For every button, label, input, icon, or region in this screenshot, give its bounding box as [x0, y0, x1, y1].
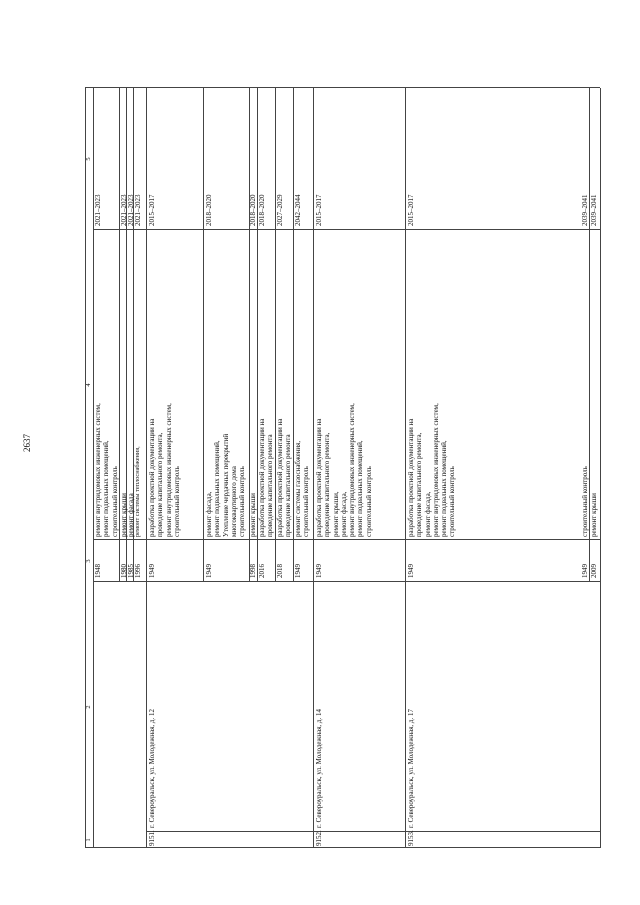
- year-cell: 1985: [127, 564, 135, 578]
- column-border: [146, 831, 600, 832]
- year-cell: 1949: [581, 564, 589, 578]
- period-cell: 2021–2023: [94, 194, 102, 226]
- period-cell: 2015–2017: [407, 194, 415, 226]
- work-cell: разработка проектной документации на проведение капитального ремонта: [276, 418, 293, 537]
- work-cell: разработка проектной документации на проведение капитального ремонта: [258, 418, 275, 537]
- work-cell: ремонт системы газоснабжения, строительный контроль: [294, 440, 311, 537]
- period-cell: 2018–2020: [249, 194, 257, 226]
- column-border: [85, 87, 600, 88]
- year-cell: 1949: [407, 564, 415, 578]
- work-cell: ремонт фасада, ремонт подвальных помещений, Утепление чердачных перекрытий многоквартирного дома строительный контроль: [205, 433, 247, 537]
- address-cell: г. Североуральск, ул. Молодежная, д. 17: [407, 709, 415, 828]
- period-cell: 2015–2017: [148, 194, 156, 226]
- period-cell: 2027–2029: [276, 194, 284, 226]
- work-cell: ремонт крыши: [120, 493, 128, 537]
- year-cell: 1949: [294, 564, 302, 578]
- column-border: [146, 581, 600, 582]
- header-cell-5: 5: [85, 157, 92, 161]
- row-border: [600, 88, 601, 848]
- year-cell: 2009: [590, 564, 598, 578]
- period-cell: 2039–2041: [590, 194, 598, 226]
- page-number: 2637: [22, 434, 32, 452]
- address-cell: г. Североуральск, ул. Молодежная, д. 14: [315, 709, 323, 828]
- column-border: [146, 539, 600, 540]
- table-rotated-wrapper: [85, 88, 600, 848]
- header-cell-3: 3: [85, 559, 92, 563]
- row-border: [405, 88, 406, 848]
- header-cell-1: 1: [85, 838, 92, 842]
- row-border: [203, 88, 204, 582]
- header-cell-4: 4: [85, 383, 92, 387]
- row-number: 9152.: [315, 830, 323, 846]
- period-cell: 2039–2041: [581, 194, 589, 226]
- work-cell: ремонт крыши: [590, 493, 598, 537]
- header-cell-2: 2: [85, 705, 92, 709]
- year-cell: 1998: [249, 564, 257, 578]
- work-cell: ремонт крыши: [249, 493, 257, 537]
- work-cell: разработка проектной документации на проведение капитального ремонта, ремонт крыши, ремонт фасада, ремонт внутридомовых инженерных систем, ремонт подвальных помещений, строительный контроль: [315, 403, 373, 537]
- year-cell: 1949: [148, 564, 156, 578]
- period-cell: 2015–2017: [315, 194, 323, 226]
- address-cell: г. Североуральск, ул. Молодежная, д. 12: [148, 709, 156, 828]
- year-cell: 1996: [134, 564, 142, 578]
- period-cell: 2021–2023: [127, 194, 135, 226]
- work-cell: ремонт системы теплоснабжения,: [134, 446, 141, 537]
- column-border: [146, 229, 600, 230]
- year-cell: 2018: [276, 564, 284, 578]
- work-cell: ремонт внутридомовых инженерных систем, ремонт подвальных помещений, строительный контроль: [94, 403, 119, 537]
- year-cell: 1949: [315, 564, 323, 578]
- work-cell: ремонт фасада: [127, 493, 135, 537]
- period-cell: 2018–2020: [258, 194, 266, 226]
- year-cell: 1948: [94, 564, 102, 578]
- repair-schedule-table: [85, 88, 600, 848]
- period-cell: 2018–2020: [205, 194, 213, 226]
- row-border: [313, 88, 314, 848]
- row-border: [146, 88, 147, 848]
- period-cell: 2021–2023: [134, 194, 142, 226]
- period-cell: 2042–2044: [294, 194, 302, 226]
- work-cell: разработка проектной документации на проведение капитального ремонта, ремонт фасада, ремонт внутридомовых инженерных систем, ремонт подвальных помещений, строительный контроль: [407, 403, 457, 537]
- year-cell: 1949: [205, 564, 213, 578]
- period-cell: 2021–2023: [120, 194, 128, 226]
- row-number: 9153.: [407, 830, 415, 846]
- year-cell: 2016: [258, 564, 266, 578]
- row-number: 9151.: [148, 830, 156, 846]
- work-cell: строительный контроль: [581, 466, 589, 537]
- column-border: [85, 847, 600, 848]
- year-cell: 1980: [120, 564, 128, 578]
- work-cell: разработка проектной документации на проведение капитального ремонта, ремонт внутридомовых инженерных систем, строительный контроль: [148, 403, 181, 537]
